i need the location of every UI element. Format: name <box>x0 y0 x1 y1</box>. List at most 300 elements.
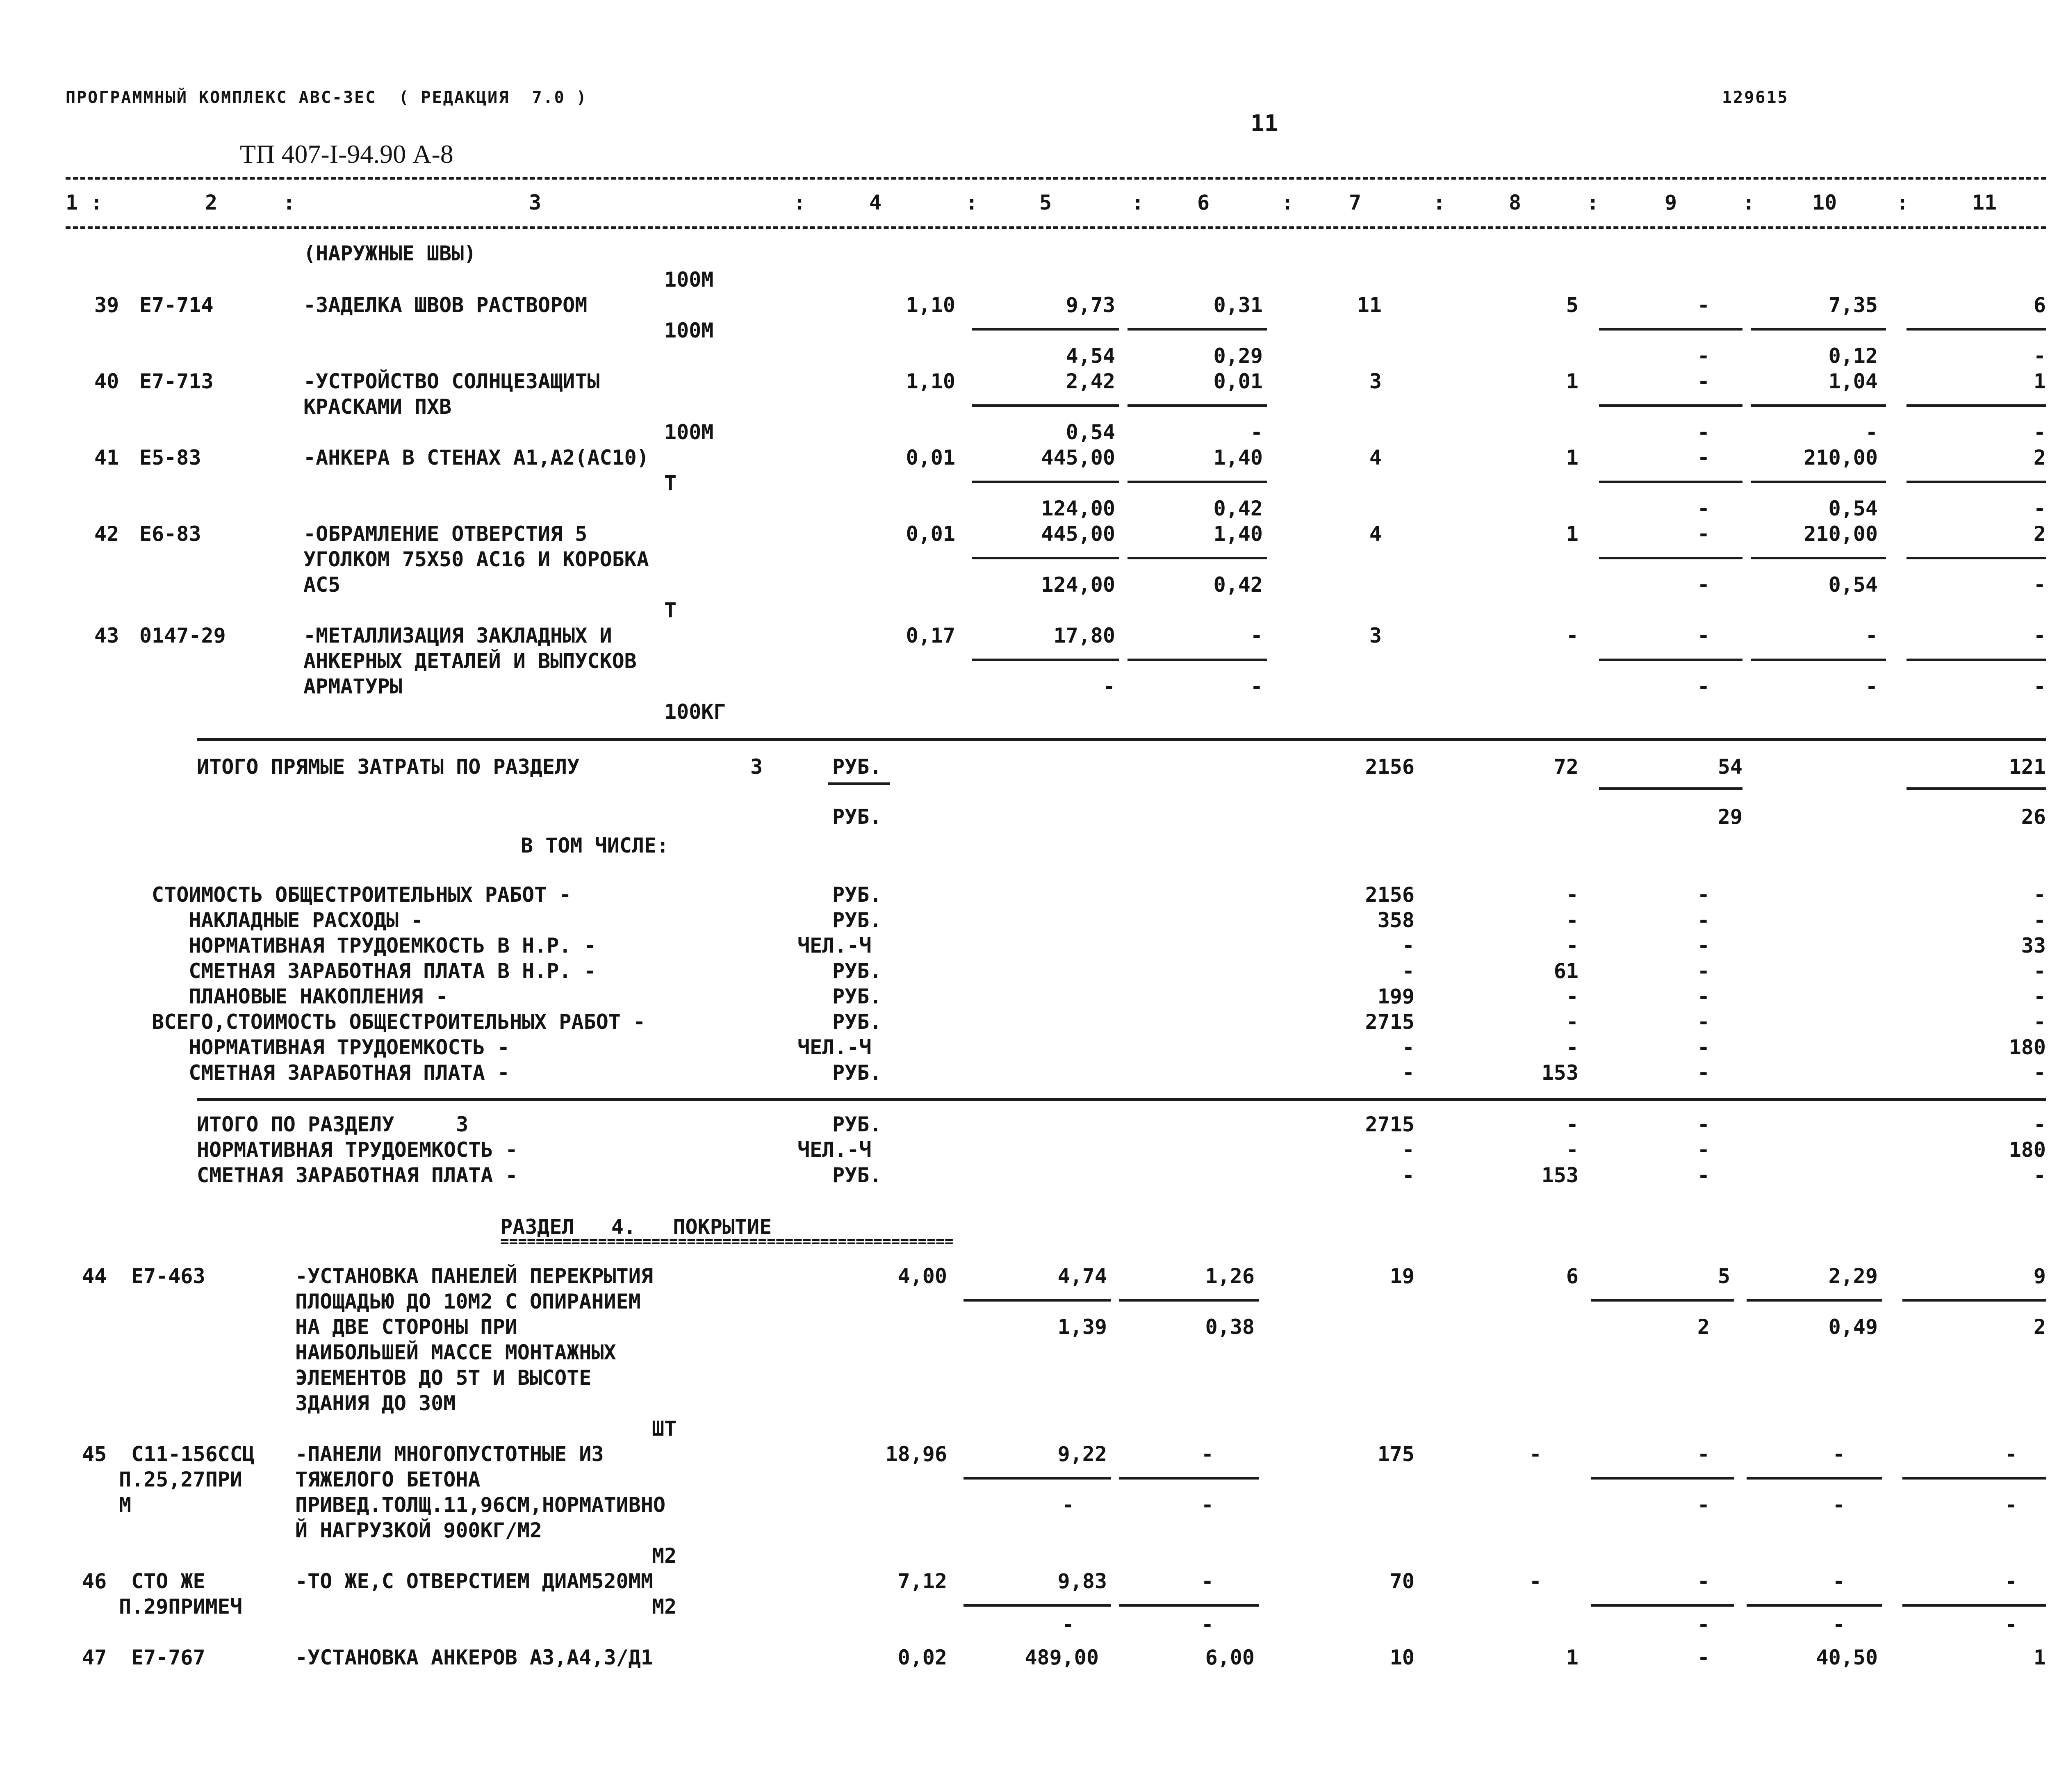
rule <box>1747 1604 1882 1607</box>
breakdown-unit: ЧЕЛ.-Ч <box>797 934 872 958</box>
quantity: 1,10 <box>906 369 955 393</box>
breakdown-c11: 180 <box>2009 1035 2046 1059</box>
col-10: - <box>1865 624 1878 647</box>
quantity: 0,01 <box>906 522 955 546</box>
col-10-wage: 0,49 <box>1828 1315 1878 1339</box>
col-11: - <box>2004 1442 2017 1466</box>
col-9-wage: - <box>1697 497 1710 520</box>
breakdown-c7: - <box>1402 1035 1414 1059</box>
work-name: АНКЕРНЫХ ДЕТАЛЕЙ И ВЫПУСКОВ <box>303 649 637 673</box>
unit-price-machine: 1,26 <box>1205 1264 1255 1288</box>
col-9-wage: - <box>1697 573 1710 597</box>
unit-price: 445,00 <box>1041 522 1115 546</box>
breakdown-unit: РУБ. <box>832 908 882 932</box>
section-rule <box>197 738 2046 741</box>
rule <box>1591 1299 1734 1302</box>
rule <box>1902 1604 2046 1607</box>
colnum-11: 11 <box>1972 191 1997 214</box>
col-10-wage: 0,12 <box>1828 344 1878 368</box>
breakdown-c11: - <box>2033 1061 2046 1085</box>
col-9-wage: - <box>1697 1493 1710 1517</box>
work-name: ПЛОЩАДЬЮ ДО 10М2 С ОПИРАНИЕМ <box>295 1290 641 1313</box>
breakdown-unit: РУБ. <box>832 985 882 1008</box>
wage-price-machine: 0,29 <box>1213 344 1263 368</box>
work-name: -УСТРОЙСТВО СОЛНЦЕЗАЩИТЫ <box>303 369 600 393</box>
unit-label: М2 <box>652 1544 677 1568</box>
norm-code: Е7-463 <box>131 1264 205 1288</box>
unit-price-machine: 1,40 <box>1213 522 1263 546</box>
norm-code: Е6-83 <box>139 522 201 546</box>
unit-rub: РУБ. <box>832 755 882 779</box>
norm-code: СТО ЖЕ <box>131 1569 205 1593</box>
colnum-5: 5 <box>1039 191 1052 214</box>
col-11-wage: - <box>2004 1613 2017 1637</box>
breakdown-c9: - <box>1697 1061 1710 1085</box>
unit-price: 4,74 <box>1057 1264 1107 1288</box>
work-name: Й НАГРУЗКОЙ 900КГ/М2 <box>295 1518 542 1542</box>
col-8: 1 <box>1566 369 1578 393</box>
work-name: -МЕТАЛЛИЗАЦИЯ ЗАКЛАДНЫХ И <box>303 624 612 647</box>
unit-label: 100М <box>664 420 714 444</box>
row-number: 42 <box>94 522 119 546</box>
col-9: 54 <box>1717 755 1742 779</box>
rule <box>972 481 1119 483</box>
total-cost: 175 <box>1377 1442 1414 1466</box>
breakdown-label: НОРМАТИВНАЯ ТРУДОЕМКОСТЬ В Н.Р. - <box>152 934 596 958</box>
rule <box>1902 1299 2046 1302</box>
total-cost: 3 <box>1369 369 1382 393</box>
colnum-sep: : <box>1587 191 1599 214</box>
rule <box>1747 1477 1882 1480</box>
col-10-wage: 0,54 <box>1828 497 1878 520</box>
colnum-3: 3 <box>529 191 542 214</box>
col-11: 6 <box>2033 293 2046 317</box>
breakdown-c8: - <box>1566 1035 1578 1059</box>
total-label: ИТОГО ПРЯМЫЕ ЗАТРАТЫ ПО РАЗДЕЛУ <box>197 755 580 779</box>
norm-code: Е7-713 <box>139 369 214 393</box>
breakdown-unit: РУБ. <box>832 1061 882 1085</box>
norm-code-note: П.29ПРИМЕЧ <box>119 1595 243 1619</box>
quantity: 1,10 <box>906 293 955 317</box>
colnum-4: 4 <box>869 191 882 214</box>
total-cost: 4 <box>1369 446 1382 470</box>
section-4-underline: =================================================== <box>500 1233 954 1250</box>
total-cost: 70 <box>1389 1569 1414 1593</box>
rule <box>1599 328 1742 331</box>
project-code: ТП 407-I-94.90 А-8 <box>240 139 453 169</box>
col-11: 1 <box>2033 369 2046 393</box>
col-11: 2 <box>2033 522 2046 546</box>
breakdown-c8: - <box>1566 883 1578 907</box>
rule <box>1599 404 1742 407</box>
rule <box>1906 787 2046 790</box>
col-10: 1,04 <box>1828 369 1878 393</box>
col-11-wage: - <box>2033 497 2046 520</box>
rule <box>1128 328 1267 331</box>
rule <box>1906 328 2046 331</box>
col-9: - <box>1697 522 1710 546</box>
col-8: 72 <box>1553 755 1578 779</box>
col-9-wage: - <box>1697 420 1710 444</box>
breakdown-c11: - <box>2033 1010 2046 1034</box>
section-total-c8: - <box>1566 1113 1578 1136</box>
row-number: 44 <box>82 1264 107 1288</box>
col-8: - <box>1529 1442 1542 1466</box>
breakdown-c11: - <box>2033 883 2046 907</box>
col-8: 1 <box>1566 1646 1578 1669</box>
rule <box>1128 481 1267 483</box>
unit-label: 100М <box>664 319 714 342</box>
colnum-sep: : <box>283 191 296 214</box>
section-rule <box>197 1098 2046 1101</box>
wage-price-machine: - <box>1250 420 1263 444</box>
section-4-title: РАЗДЕЛ 4. ПОКРЫТИЕ <box>500 1215 772 1239</box>
wage-price-machine: - <box>1201 1613 1214 1637</box>
colnum-sep: : <box>1433 191 1446 214</box>
col-8: 1 <box>1566 522 1578 546</box>
row-number: 43 <box>94 624 119 647</box>
norm-code: Е7-767 <box>131 1646 205 1669</box>
section-number: 3 <box>750 755 763 779</box>
section-total-c8: 153 <box>1541 1163 1578 1187</box>
section-total-label: НОРМАТИВНАЯ ТРУДОЕМКОСТЬ - <box>197 1138 518 1162</box>
section-total-c9: - <box>1697 1113 1710 1136</box>
page-number: 11 <box>1250 110 1278 137</box>
wage-price: 124,00 <box>1041 497 1115 520</box>
col-10-wage: 0,54 <box>1828 573 1878 597</box>
work-name: -ЗАДЕЛКА ШВОВ РАСТВОРОМ <box>303 293 588 317</box>
colnum-8: 8 <box>1509 191 1522 214</box>
rule <box>963 1604 1111 1607</box>
norm-code: С11-156ССЦ <box>131 1442 255 1466</box>
section-total-c9: - <box>1697 1163 1710 1187</box>
unit-price-machine: 0,01 <box>1213 369 1263 393</box>
quantity: 4,00 <box>897 1264 947 1288</box>
breakdown-c9: - <box>1697 959 1710 983</box>
wage-price-machine: 0,38 <box>1205 1315 1255 1339</box>
col-11: 121 <box>2009 755 2046 779</box>
rule <box>1906 481 2046 483</box>
breakdown-c9: - <box>1697 985 1710 1008</box>
section-total-c8: - <box>1566 1138 1578 1162</box>
col-9-wage: - <box>1697 675 1710 698</box>
wage-price-machine: - <box>1250 675 1263 698</box>
norm-code-note: М <box>119 1493 132 1517</box>
breakdown-c7: 2156 <box>1365 883 1414 907</box>
col-10-wage: - <box>1865 420 1878 444</box>
rule <box>972 659 1119 661</box>
unit-price-machine: - <box>1201 1569 1214 1593</box>
breakdown-c11: - <box>2033 908 2046 932</box>
total-cost: 2156 <box>1365 755 1414 779</box>
unit-price: 9,73 <box>1066 293 1115 317</box>
unit-price: 9,22 <box>1057 1442 1107 1466</box>
work-name: -АНКЕРА В СТЕНАХ А1,А2(АС10) <box>303 446 649 470</box>
rule <box>1119 1299 1259 1302</box>
col-10: 2,29 <box>1828 1264 1878 1288</box>
rule <box>972 404 1119 407</box>
col-9: - <box>1697 624 1710 647</box>
breakdown-c9: - <box>1697 1010 1710 1034</box>
rule <box>1747 1299 1882 1302</box>
unit-label: Т <box>664 471 677 495</box>
unit-price: 489,00 <box>1025 1646 1099 1669</box>
rule <box>1751 404 1886 407</box>
colnum-sep: : <box>1281 191 1294 214</box>
norm-code: 0147-29 <box>139 624 226 647</box>
col-11-wage: - <box>2033 675 2046 698</box>
section-total-unit: РУБ. <box>832 1113 882 1136</box>
rule <box>1591 1477 1734 1480</box>
breakdown-c8: - <box>1566 908 1578 932</box>
colnum-9: 9 <box>1665 191 1677 214</box>
rule <box>1906 557 2046 559</box>
rule <box>1119 1604 1259 1607</box>
col-9: - <box>1697 1569 1710 1593</box>
section-total-c11: - <box>2033 1113 2046 1136</box>
total-cost: 19 <box>1389 1264 1414 1288</box>
colnum-sep: : <box>1896 191 1909 214</box>
rule <box>963 1299 1111 1302</box>
rule <box>1902 1477 2046 1480</box>
rule <box>972 328 1119 331</box>
col-8: 5 <box>1566 293 1578 317</box>
rule <box>1591 1604 1734 1607</box>
quantity: 0,02 <box>897 1646 947 1669</box>
col-9-wage: - <box>1697 1613 1710 1637</box>
rule <box>1128 404 1267 407</box>
col-11-wage: 2 <box>2033 1315 2046 1339</box>
rule <box>1751 481 1886 483</box>
work-name: ЭЛЕМЕНТОВ ДО 5Т И ВЫСОТЕ <box>295 1366 592 1390</box>
col-10-wage: - <box>1832 1493 1845 1517</box>
breakdown-c8: 61 <box>1553 959 1578 983</box>
breakdown-c9: - <box>1697 934 1710 958</box>
total-cost: 3 <box>1369 624 1382 647</box>
breakdown-label: СМЕТНАЯ ЗАРАБОТНАЯ ПЛАТА - <box>152 1061 510 1085</box>
norm-code: Е5-83 <box>139 446 201 470</box>
row-number: 40 <box>94 369 119 393</box>
col-9-wage: 2 <box>1697 1315 1710 1339</box>
col-10: - <box>1832 1442 1845 1466</box>
row-number: 47 <box>82 1646 107 1669</box>
breakdown-c7: - <box>1402 934 1414 958</box>
rule <box>1599 557 1742 559</box>
section-total-unit: ЧЕЛ.-Ч <box>797 1138 872 1162</box>
rule <box>1119 1477 1259 1480</box>
breakdown-unit: РУБ. <box>832 1010 882 1034</box>
work-name: НА ДВЕ СТОРОНЫ ПРИ <box>295 1315 517 1339</box>
section-subtitle: (НАРУЖНЫЕ ШВЫ) <box>303 242 476 265</box>
unit-price: 9,83 <box>1057 1569 1107 1593</box>
col-10: 210,00 <box>1804 522 1878 546</box>
section-total-c11: - <box>2033 1163 2046 1187</box>
unit-label: 100КГ <box>664 700 726 724</box>
breakdown-label: СМЕТНАЯ ЗАРАБОТНАЯ ПЛАТА В Н.Р. - <box>152 959 596 983</box>
col-10: 210,00 <box>1804 446 1878 470</box>
rule <box>1128 557 1267 559</box>
breakdown-c11: - <box>2033 985 2046 1008</box>
rule <box>828 782 890 785</box>
work-name: НАИБОЛЬШЕЙ МАССЕ МОНТАЖНЫХ <box>295 1341 616 1364</box>
col-10: 40,50 <box>1816 1646 1878 1669</box>
rule <box>1599 659 1742 661</box>
col-11-wage: - <box>2033 573 2046 597</box>
col-11: - <box>2033 624 2046 647</box>
wage-price-machine: 0,42 <box>1213 497 1263 520</box>
work-name: -ОБРАМЛЕНИЕ ОТВЕРСТИЯ 5 <box>303 522 588 546</box>
work-name: -ТО ЖЕ,С ОТВЕРСТИЕМ ДИАМ520ММ <box>295 1569 653 1593</box>
colnum-sep: : <box>1742 191 1755 214</box>
col-8: - <box>1566 624 1578 647</box>
quantity: 7,12 <box>897 1569 947 1593</box>
wage-price: 0,54 <box>1066 420 1115 444</box>
work-name: -ПАНЕЛИ МНОГОПУСТОТНЫЕ ИЗ <box>295 1442 604 1466</box>
breakdown-c9: - <box>1697 1035 1710 1059</box>
col-8: - <box>1529 1569 1542 1593</box>
breakdown-unit: ЧЕЛ.-Ч <box>797 1035 872 1059</box>
col-9: - <box>1697 293 1710 317</box>
breakdown-c11: - <box>2033 959 2046 983</box>
norm-code: Е7-714 <box>139 293 214 317</box>
work-name: КРАСКАМИ ПХВ <box>303 395 452 419</box>
breakdown-unit: РУБ. <box>832 959 882 983</box>
work-name: АРМАТУРЫ <box>303 675 402 698</box>
section-total-unit: РУБ. <box>832 1163 882 1187</box>
col-9-wage: 29 <box>1717 805 1742 829</box>
unit-label: 100М <box>664 268 714 292</box>
rule <box>1751 557 1886 559</box>
colnum-10: 10 <box>1812 191 1837 214</box>
wage-price: 124,00 <box>1041 573 1115 597</box>
rule <box>1599 481 1742 483</box>
col-11-wage: - <box>2033 420 2046 444</box>
breakdown-c7: - <box>1402 1061 1414 1085</box>
header-rule-top <box>66 177 2046 180</box>
unit-price: 445,00 <box>1041 446 1115 470</box>
work-name: УГОЛКОМ 75Х50 АС16 И КОРОБКА <box>303 547 649 571</box>
breakdown-label: ПЛАНОВЫЕ НАКОПЛЕНИЯ - <box>152 985 448 1008</box>
col-9: - <box>1697 369 1710 393</box>
colnum-7: 7 <box>1349 191 1362 214</box>
quantity: 0,01 <box>906 446 955 470</box>
work-name: -УСТАНОВКА ПАНЕЛЕЙ ПЕРЕКРЫТИЯ <box>295 1264 653 1288</box>
section-total-label: СМЕТНАЯ ЗАРАБОТНАЯ ПЛАТА - <box>197 1163 518 1187</box>
breakdown-c9: - <box>1697 908 1710 932</box>
col-11-wage: - <box>2033 344 2046 368</box>
total-cost: 11 <box>1357 293 1382 317</box>
quantity: 18,96 <box>885 1442 947 1466</box>
unit-rub: РУБ. <box>832 805 882 829</box>
unit-price-machine: 1,40 <box>1213 446 1263 470</box>
row-number: 46 <box>82 1569 107 1593</box>
breakdown-label: ВСЕГО,СТОИМОСТЬ ОБЩЕСТРОИТЕЛЬНЫХ РАБОТ - <box>152 1010 646 1034</box>
program-header: ПРОГРАММНЫЙ КОМПЛЕКС АВС-3ЕС ( РЕДАКЦИЯ 7.0 ) <box>66 88 588 107</box>
breakdown-c8: - <box>1566 1010 1578 1034</box>
row-number: 41 <box>94 446 119 470</box>
rule <box>1128 659 1267 661</box>
rule <box>963 1477 1111 1480</box>
total-cost: 4 <box>1369 522 1382 546</box>
col-9: 5 <box>1717 1264 1730 1288</box>
breakdown-c8: - <box>1566 985 1578 1008</box>
wage-price-machine: 0,42 <box>1213 573 1263 597</box>
wage-price: - <box>1102 675 1115 698</box>
breakdown-c11: 33 <box>2021 934 2046 958</box>
col-11-wage: - <box>2004 1493 2017 1517</box>
section-total-c9: - <box>1697 1138 1710 1162</box>
section-total-c7: - <box>1402 1138 1414 1162</box>
row-number: 45 <box>82 1442 107 1466</box>
total-cost: 10 <box>1389 1646 1414 1669</box>
norm-code-note: П.25,27ПРИ <box>119 1468 243 1491</box>
breakdown-c8: 153 <box>1541 1061 1578 1085</box>
colnum-sep: : <box>1132 191 1144 214</box>
col-11: 9 <box>2033 1264 2046 1288</box>
colnum-sep: : <box>793 191 806 214</box>
unit-label: Т <box>664 598 677 622</box>
rule <box>1751 328 1886 331</box>
unit-label: М2 <box>652 1595 677 1619</box>
work-name: -УСТАНОВКА АНКЕРОВ А3,А4,3/Д1 <box>295 1646 653 1669</box>
col-11: 1 <box>2033 1646 2046 1669</box>
col-11: 2 <box>2033 446 2046 470</box>
wage-price: - <box>1061 1613 1074 1637</box>
colnum-1: 1 : <box>66 191 103 214</box>
unit-label: ШТ <box>652 1417 677 1441</box>
row-number: 39 <box>94 293 119 317</box>
colnum-sep: : <box>966 191 978 214</box>
breakdown-label: СТОИМОСТЬ ОБЩЕСТРОИТЕЛЬНЫХ РАБОТ - <box>152 883 572 907</box>
work-name: АС5 <box>303 573 341 597</box>
unit-price-machine: 0,31 <box>1213 293 1263 317</box>
col-9-wage: - <box>1697 344 1710 368</box>
work-name: ПРИВЕД.ТОЛЩ.11,96СМ,НОРМАТИВНО <box>295 1493 666 1517</box>
wage-price: 4,54 <box>1066 344 1115 368</box>
breakdown-c7: 199 <box>1377 985 1414 1008</box>
col-10-wage: - <box>1832 1613 1845 1637</box>
unit-price: 17,80 <box>1053 624 1115 647</box>
breakdown-c7: 358 <box>1377 908 1414 932</box>
col-8: 1 <box>1566 446 1578 470</box>
col-10: - <box>1832 1569 1845 1593</box>
including-title: В ТОМ ЧИСЛЕ: <box>521 834 669 857</box>
rule <box>1906 404 2046 407</box>
wage-price: - <box>1061 1493 1074 1517</box>
col-11: - <box>2004 1569 2017 1593</box>
rule <box>1599 787 1742 790</box>
section-total-c7: - <box>1402 1163 1414 1187</box>
breakdown-c8: - <box>1566 934 1578 958</box>
rule <box>972 557 1119 559</box>
unit-price-machine: - <box>1250 624 1263 647</box>
breakdown-c7: - <box>1402 959 1414 983</box>
section-total-c7: 2715 <box>1365 1113 1414 1136</box>
wage-price: 1,39 <box>1057 1315 1107 1339</box>
unit-price: 2,42 <box>1066 369 1115 393</box>
header-rule-bottom <box>66 226 2046 229</box>
col-10: 7,35 <box>1828 293 1878 317</box>
breakdown-label: НОРМАТИВНАЯ ТРУДОЕМКОСТЬ - <box>152 1035 510 1059</box>
quantity: 0,17 <box>906 624 955 647</box>
col-9: - <box>1697 1646 1710 1669</box>
work-name: ТЯЖЕЛОГО БЕТОНА <box>295 1468 481 1491</box>
colnum-2: 2 <box>205 191 218 214</box>
rule <box>1906 659 2046 661</box>
col-9: - <box>1697 446 1710 470</box>
breakdown-unit: РУБ. <box>832 883 882 907</box>
breakdown-c9: - <box>1697 883 1710 907</box>
